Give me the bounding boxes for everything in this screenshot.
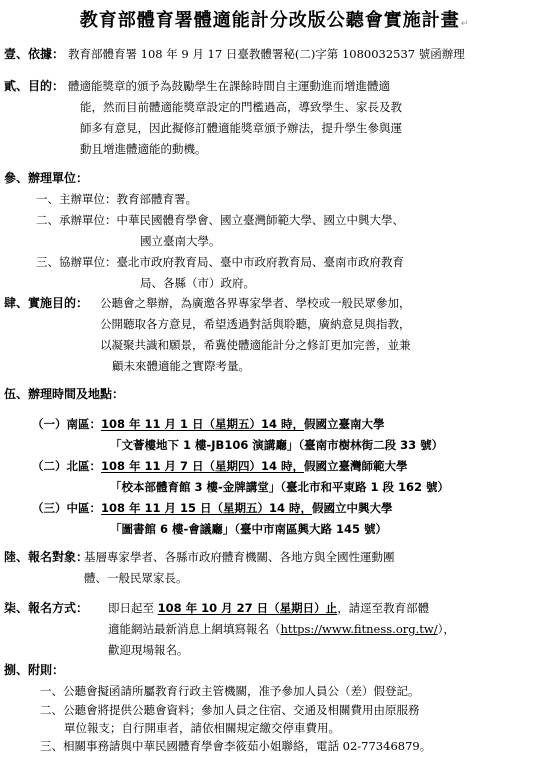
note-item: 一、公聽會擬函請所屬教育行政主管機關，准予參加人員公（差）假登記。 (40, 684, 420, 698)
schedule-central-venue: 「圖書館 6 樓-會議廳」（臺中市南區興大路 145 號） (110, 522, 388, 536)
section-label: 柒、報名方式： (4, 601, 89, 615)
section-label: 陸、報名對象： (4, 550, 89, 564)
section-label: 肆、實施目的： (4, 296, 89, 310)
purpose-line: 體適能獎章的頒予為鼓勵學生在課餘時間自主運動進而增進體適 (68, 79, 390, 93)
organizer-assist: 三、協辦單位：臺北市政府教育局、臺中市政府教育局、臺南市政府教育 (36, 255, 404, 269)
organizer-assist-cont: 局、各縣（市）政府。 (140, 276, 255, 290)
registration-line: 適能網站最新消息上網填寫報名（https://www.fitness.org.tw/）， (108, 622, 455, 636)
organizer-contractor: 二、承辦單位：中華民國體育學會、國立臺灣師範大學、國立中興大學、 (36, 213, 404, 227)
section-label: 伍、辦理時間及地點： (4, 387, 125, 401)
schedule-north-venue: 「校本部體育館 3 樓-金牌講堂」（臺北市和平東路 1 段 162 號） (110, 480, 450, 494)
note-item: 二、公聽會將提供公聽會資料；參加人員之住宿、交通及相關費用由原服務 (40, 703, 420, 717)
schedule-south-venue: 「文薈樓地下 1 樓-JB106 演講廳」（臺南市樹林街二段 33 號） (110, 438, 444, 452)
fitness-website-link[interactable]: https://www.fitness.org.tw/ (280, 622, 438, 636)
section-label: 貳、目的： (4, 79, 65, 93)
schedule-central: （三）中區：108 年 11 月 15 日（星期五）14 時，假國立中興大學 (32, 501, 393, 515)
audience-line: 體、一般民眾家長。 (84, 571, 188, 585)
section-label: 參、辦理單位： (4, 171, 89, 185)
section-label: 壹、依據： (4, 47, 65, 61)
organizer-host: 一、主辦單位：教育部體育署。 (36, 192, 197, 206)
organizer-contractor-cont: 國立臺南大學。 (140, 234, 221, 248)
document-title: 教育部體育署體適能計分改版公聽會實施計畫↵ (79, 10, 470, 31)
goal-line: 顧未來體適能之實際考量。 (112, 359, 250, 373)
note-item-cont: 單位報支；自行開車者，請依相關規定繳交停車費用。 (64, 721, 340, 735)
registration-line: 歡迎現場報名。 (108, 643, 189, 657)
registration-line: 即日起至 108 年 10 月 27 日（星期日）止，請逕至教育部體 (108, 601, 430, 615)
goal-line: 以凝聚共識和願景，希冀使體適能計分之修訂更加完善，並兼 (100, 338, 411, 352)
audience-line: 基層專家學者、各縣市政府體育機關、各地方與全國性運動團 (84, 550, 395, 564)
basis-text: 教育部體育署 108 年 9 月 17 日臺教體署秘(二)字第 1080032537 號函辦理 (68, 47, 465, 61)
schedule-south: （一）南區：108 年 11 月 1 日（星期五）14 時，假國立臺南大學 (32, 417, 385, 431)
purpose-line: 能，然而目前體適能獎章設定的門檻過高，導致學生、家長及教 (80, 100, 402, 114)
section-label: 捌、附則： (4, 663, 65, 677)
note-item: 三、相關事務請與中華民國體育學會李筱茹小姐聯絡，電話 02-77346879。 (40, 739, 432, 753)
goal-line: 公聽會之舉辦，為廣邀各界專家學者、學校或一般民眾參加， (100, 296, 411, 310)
purpose-line: 動且增進體適能的動機。 (80, 142, 207, 156)
purpose-line: 師多有意見，因此擬修訂體適能獎章頒予辦法，提升學生參與運 (80, 121, 402, 135)
goal-line: 公開聽取各方意見，希望透過對話與聆聽，廣納意見與指教， (100, 317, 411, 331)
schedule-north: （二）北區：108 年 11 月 7 日（星期四）14 時，假國立臺灣師範大學 (32, 459, 408, 473)
